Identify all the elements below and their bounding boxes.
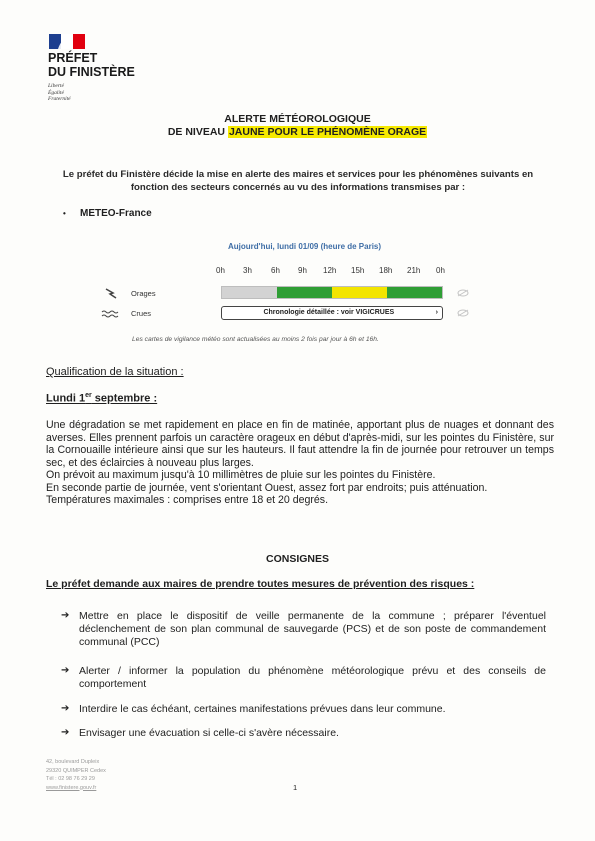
consigne-text: Interdire le cas échéant, certaines manifestations prévues dans leur commune.	[79, 703, 446, 715]
hour-label: 6h	[271, 266, 280, 275]
chronology-text: Chronologie détaillée : voir	[263, 309, 356, 316]
consigne-text: Envisager une évacuation si celle-ci s'avère nécessaire.	[79, 727, 339, 739]
consigne-text: Mettre en place le dispositif de veille permanente de la commune ; préparer l'éventuel déclenchement de son plan communal de sauvegarde (PCS) et de son poste de commandement communal (PCC)	[79, 610, 546, 648]
timeline-segment-jaune	[332, 287, 387, 298]
consigne-item	[61, 665, 546, 691]
republic-motto	[48, 83, 71, 103]
eye-off-icon[interactable]	[457, 309, 469, 317]
consigne-item	[61, 703, 546, 716]
motto-liberte: Liberté	[48, 83, 64, 89]
source-bullet	[63, 208, 152, 219]
prefecture-name	[48, 52, 135, 79]
consignes-heading: CONSIGNES	[265, 553, 329, 565]
arrow-right-icon: ➔	[61, 727, 70, 738]
source-label: METEO-France	[80, 208, 152, 219]
footer-phone: Tél : 02 98 76 29 29	[46, 776, 95, 782]
situation-description	[46, 419, 554, 507]
motto-egalite: Égalité	[48, 89, 64, 96]
prefet-demand-heading: Le préfet demande aux maires de prendre toutes mesures de prévention des risques :	[46, 578, 475, 590]
vigilance-update-note: Les cartes de vigilance météo sont actualisées au moins 2 fois par jour à 6h et 16h.	[132, 336, 379, 343]
hour-label: 18h	[379, 266, 393, 275]
situation-paragraph: Une dégradation se met rapidement en place en fin de matinée, apportant plus de nuages et donnant des averses. Elles prennent parfois un caractère orageux en début d'après-midi, sur les pointes du Finistère, sur la Cornouaille intérieure ainsi que sur les hauteurs. Il faut attendre la fin de journée pour retrouver un temps sec, et des éclaircies à nouveau plus larges.	[46, 419, 554, 469]
motto-fraternite: Fraternité	[48, 96, 71, 102]
footer-address-line2: 29320 QUIMPER Cedex	[46, 767, 106, 774]
row-label-crues: Crues	[131, 309, 152, 318]
arrow-right-icon: ➔	[61, 703, 70, 714]
alert-title-prefix: DE NIVEAU	[167, 126, 228, 138]
hour-label: 3h	[243, 266, 252, 275]
timeline-segment-vert	[387, 287, 442, 298]
hour-label: 12h	[323, 266, 337, 275]
hour-label: 21h	[407, 266, 421, 275]
footer-website-link[interactable]: www.finistere.gouv.fr	[46, 784, 97, 791]
bullet-dot-icon: •	[63, 209, 66, 218]
hour-label: 15h	[351, 266, 365, 275]
footer-address-line1: 42, boulevard Dupleix	[46, 759, 100, 765]
external-link-icon: ›	[435, 309, 438, 316]
timeline-segment-vert	[277, 287, 332, 298]
alert-level-highlight: JAUNE POUR LE PHÉNOMÈNE ORAGE	[228, 126, 427, 138]
vigilance-date: Aujourd'hui, lundi 01/09 (heure de Paris)	[228, 242, 382, 251]
alert-title-line1: ALERTE MÉTÉOROLOGIQUE	[224, 113, 371, 125]
arrow-right-icon: ➔	[61, 610, 70, 621]
arrow-right-icon: ➔	[61, 665, 70, 676]
day-heading	[46, 392, 157, 405]
intro-paragraph: Le préfet du Finistère décide la mise en alerte des maires et services pour les phénomènes suivants en fonction des secteurs concernés au vu des informations transmises par :	[62, 169, 534, 193]
vigicrues-chronology-button[interactable]	[221, 306, 443, 320]
row-label-orages: Orages	[131, 289, 156, 298]
lightning-icon	[104, 287, 118, 299]
day-heading-prefix: Lundi 1	[46, 392, 86, 405]
situation-paragraph: Températures maximales : comprises entre 18 et 20 degrés.	[46, 494, 329, 506]
alert-title	[0, 113, 595, 139]
timeline-segment-green-gray	[222, 287, 277, 298]
hour-label: 0h	[436, 266, 445, 275]
situation-paragraph: En seconde partie de journée, vent s'orientant Ouest, assez fort par endroits; puis atténuation.	[46, 481, 488, 494]
page-number: 1	[293, 783, 298, 792]
waves-icon	[101, 309, 119, 319]
situation-paragraph: On prévoit au maximum jusqu'à 10 millimètres de pluie sur les pointes du Finistère.	[46, 469, 436, 481]
footer-address	[46, 758, 106, 792]
vigicrues-link[interactable]: VIGICRUES	[355, 309, 395, 316]
orages-timeline-bar	[221, 286, 443, 299]
hour-label: 9h	[298, 266, 307, 275]
consigne-item	[61, 610, 546, 648]
consigne-item	[61, 727, 546, 740]
eye-off-icon[interactable]	[457, 289, 469, 297]
alert-title-line2	[0, 126, 595, 139]
consigne-text: Alerter / informer la population du phénomène météorologique prévu et des conseils de comportement	[79, 665, 546, 690]
qualification-heading: Qualification de la situation :	[46, 366, 184, 378]
day-heading-sup: er	[85, 392, 92, 399]
prefecture-name-line1: PRÉFET	[48, 51, 98, 65]
prefecture-name-line2: DU FINISTÈRE	[48, 64, 135, 79]
marianne-flag-logo	[49, 34, 85, 49]
day-heading-suffix: septembre :	[91, 392, 158, 405]
hour-label: 0h	[216, 266, 225, 275]
